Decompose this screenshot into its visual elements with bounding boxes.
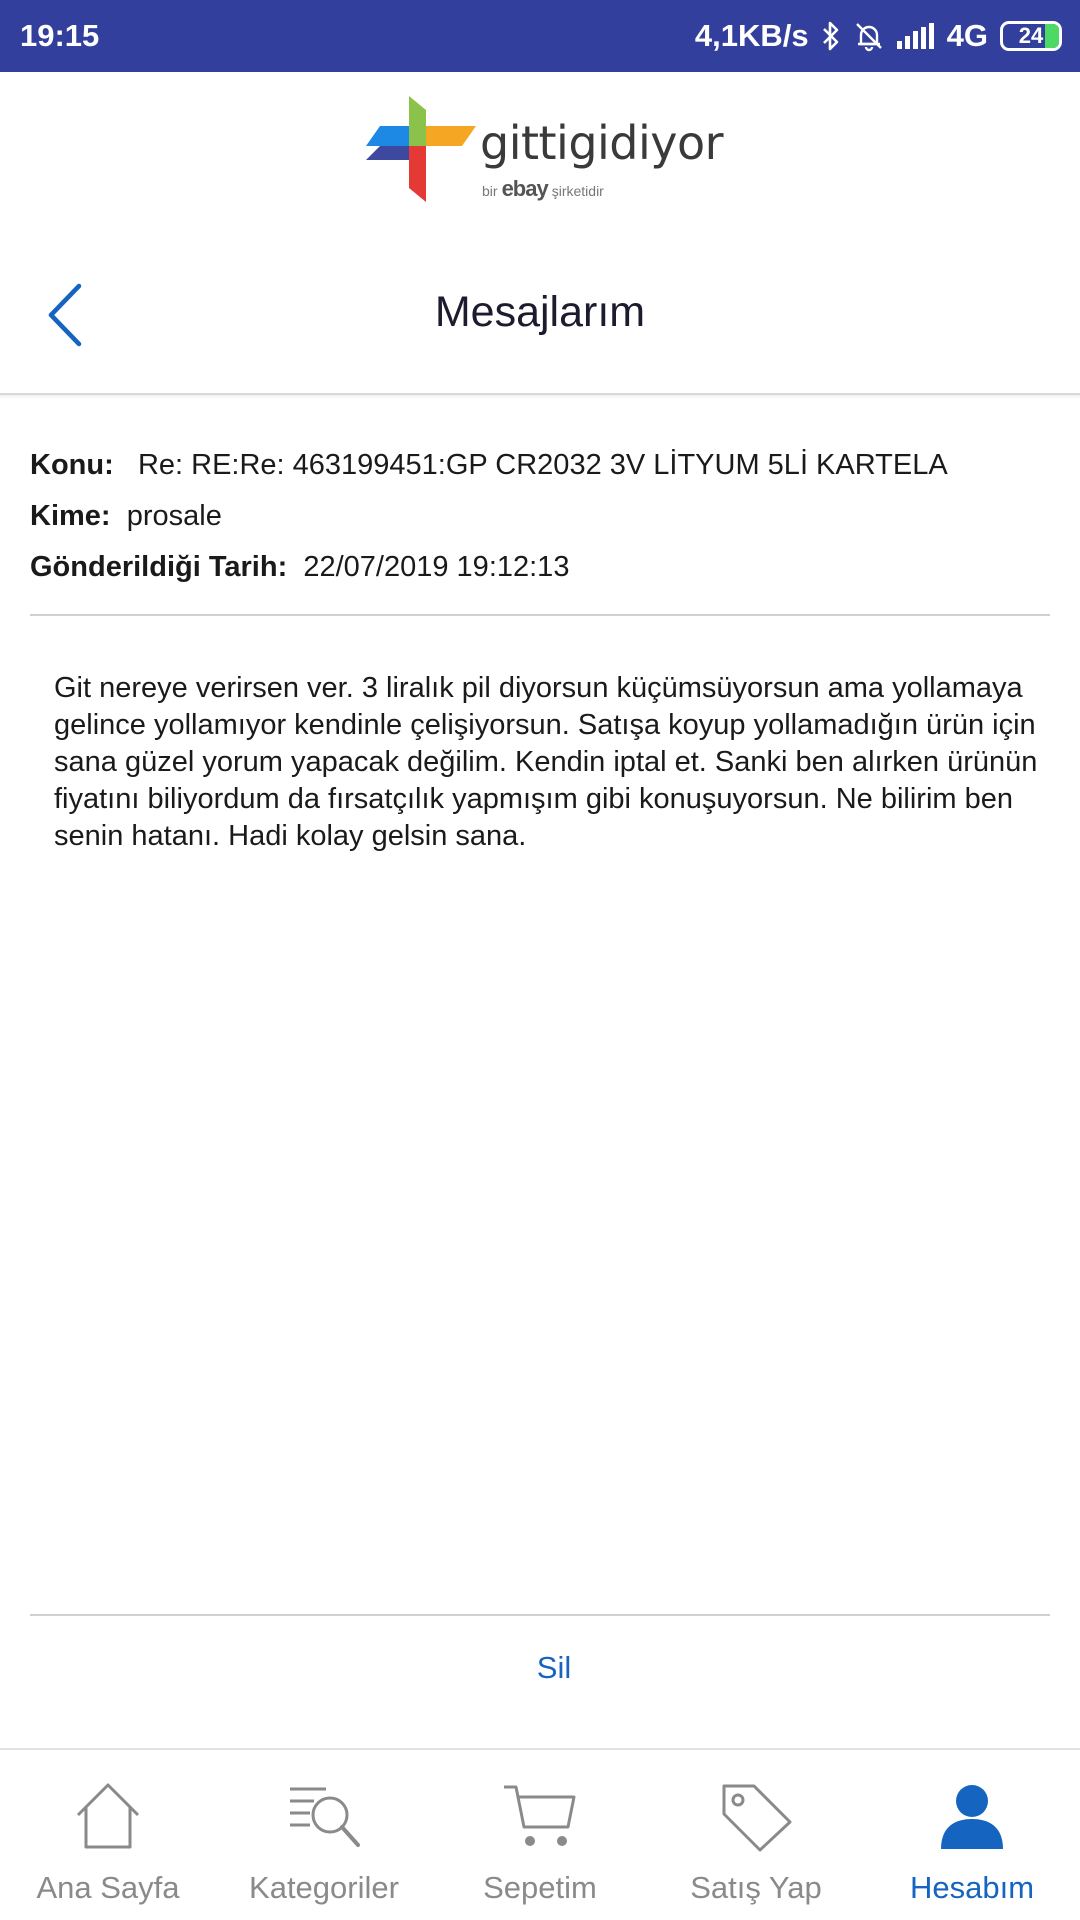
nav-item-account[interactable] — [864, 1750, 1080, 1920]
battery-level: 24 — [1018, 23, 1044, 48]
ebay-wordmark: ebay — [501, 176, 548, 201]
nav-item-home[interactable] — [0, 1750, 216, 1920]
title-bar — [0, 250, 1080, 395]
brand-header — [0, 72, 1080, 222]
nav-label-home: Ana Sayfa — [36, 1870, 180, 1905]
status-bar — [0, 0, 1080, 72]
cart-icon — [495, 1776, 585, 1856]
category-search-icon — [279, 1776, 369, 1856]
message-meta — [30, 440, 1050, 593]
date-label: Gönderildiği Tarih: — [30, 551, 288, 583]
recipient-label: Kime: — [30, 500, 111, 532]
battery-icon — [1000, 21, 1062, 51]
nav-item-categories[interactable] — [216, 1750, 432, 1920]
signal-icon — [897, 23, 935, 49]
alarm-off-icon — [853, 20, 885, 52]
pinwheel-logo-icon — [366, 96, 476, 206]
bottom-navigation — [0, 1748, 1080, 1920]
nav-label-account: Hesabım — [909, 1870, 1035, 1905]
home-icon — [63, 1776, 153, 1856]
delete-button[interactable]: Sil — [0, 1650, 1080, 1686]
date-row — [30, 542, 1050, 593]
brand-name: gittigidiyor — [480, 116, 724, 170]
message-body: Git nereye verirsen ver. 3 liralık pil diyorsun küçümsüyorsun ama yollamaya gelince yollamıyor kendinle çelişiyorsun. Satışa koyup yollamadığın ürün için sana güzel yorum yapacak değilim. Kendin iptal et. Sanki ben alırken ürünün fiyatını biliyordum da fırsatçılık yapmışım gibi konuşuyorsun. Ne bilirim ben senin hatanı. Hadi kolay gelsin sana. — [54, 672, 1038, 852]
network-speed: 4,1KB/s — [694, 18, 809, 53]
bluetooth-icon — [821, 20, 841, 52]
nav-item-sell[interactable] — [648, 1750, 864, 1920]
status-time: 19:15 — [20, 18, 100, 53]
subject-row — [30, 440, 1050, 491]
recipient-row — [30, 491, 1050, 542]
nav-label-cart: Sepetim — [483, 1870, 597, 1905]
subject-value: Re: RE:Re: 463199451:GP CR2032 3V LİTYUM 5Lİ KARTELA — [137, 449, 948, 481]
brand-tagline — [482, 176, 604, 202]
tagline-prefix: bir — [482, 183, 498, 199]
account-icon — [927, 1776, 1017, 1856]
nav-label-categories: Kategoriler — [249, 1870, 399, 1905]
recipient-value: prosale — [126, 500, 222, 532]
tag-icon — [711, 1776, 801, 1856]
status-indicators — [695, 18, 1062, 54]
date-value: 22/07/2019 19:12:13 — [303, 551, 570, 583]
nav-label-sell: Satış Yap — [690, 1870, 822, 1905]
network-type: 4G — [946, 18, 988, 53]
nav-item-cart[interactable] — [432, 1750, 648, 1920]
subject-label: Konu: — [30, 449, 114, 481]
page-title: Mesajlarım — [434, 288, 646, 336]
tagline-suffix: şirketidir — [551, 183, 604, 199]
actions-divider — [30, 1614, 1050, 1616]
gittigidiyor-logo — [366, 96, 724, 206]
meta-divider — [30, 614, 1050, 616]
